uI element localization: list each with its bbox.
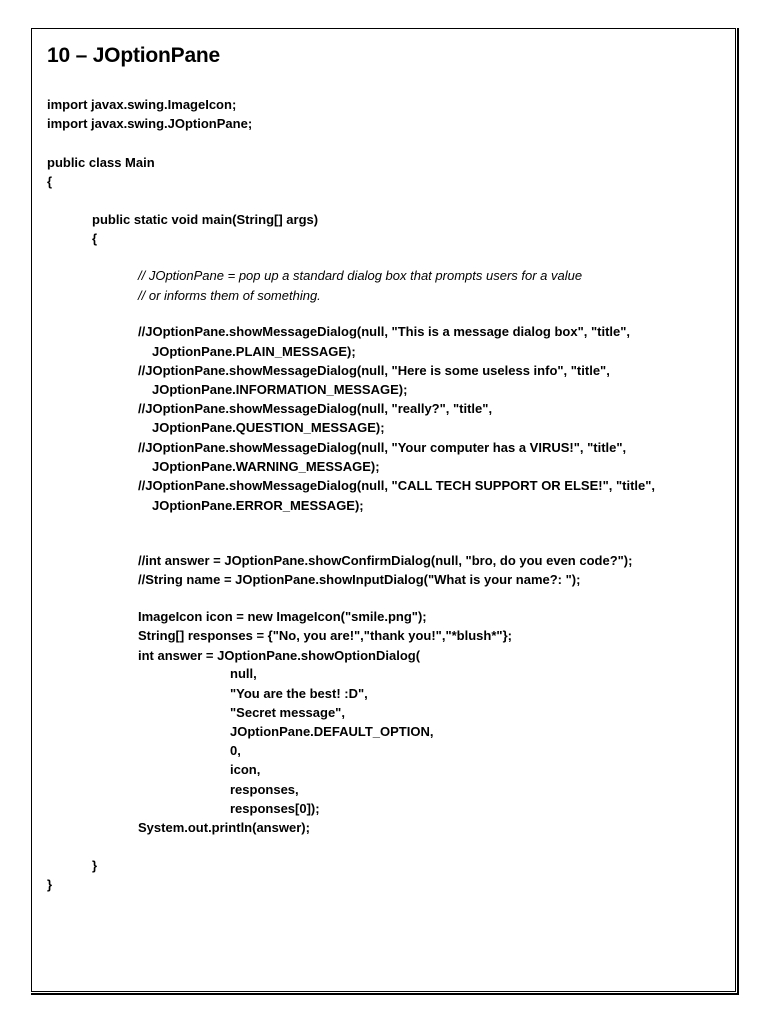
code-line: "Secret message", xyxy=(230,705,345,720)
code-line: System.out.println(answer); xyxy=(138,820,310,835)
code-line: JOptionPane.WARNING_MESSAGE); xyxy=(152,459,380,474)
code-line: //JOptionPane.showMessageDialog(null, "Here is some useless info", "title", xyxy=(138,363,610,378)
comment-line: // or informs them of something. xyxy=(138,288,321,303)
code-line: //JOptionPane.showMessageDialog(null, "Your computer has a VIRUS!", "title", xyxy=(138,440,627,455)
code-line: JOptionPane.PLAIN_MESSAGE); xyxy=(152,344,356,359)
code-line: import javax.swing.JOptionPane; xyxy=(47,116,253,131)
code-line: { xyxy=(47,174,53,189)
code-line: String[] responses = {"No, you are!","thank you!","*blush*"}; xyxy=(138,628,512,643)
code-line: public class Main xyxy=(47,155,155,170)
code-line: { xyxy=(92,231,98,246)
page-title: 10 – JOptionPane xyxy=(47,44,221,67)
code-line: //String name = JOptionPane.showInputDialog("What is your name?: "); xyxy=(138,572,581,587)
code-line: } xyxy=(47,877,53,892)
code-line: icon, xyxy=(230,762,261,777)
code-line: } xyxy=(92,858,98,873)
code-line: //JOptionPane.showMessageDialog(null, "CALL TECH SUPPORT OR ELSE!", "title", xyxy=(138,478,656,493)
code-line: JOptionPane.QUESTION_MESSAGE); xyxy=(152,420,385,435)
code-line: "You are the best! :D", xyxy=(230,686,368,701)
code-line: int answer = JOptionPane.showOptionDialog( xyxy=(138,648,421,663)
code-line: //JOptionPane.showMessageDialog(null, "really?", "title", xyxy=(138,401,493,416)
code-line: ImageIcon icon = new ImageIcon("smile.png"); xyxy=(138,609,427,624)
code-line: 0, xyxy=(230,743,241,758)
code-line: responses, xyxy=(230,782,299,797)
code-line: JOptionPane.INFORMATION_MESSAGE); xyxy=(152,382,408,397)
code-line: //JOptionPane.showMessageDialog(null, "This is a message dialog box", "title", xyxy=(138,324,631,339)
code-line: //int answer = JOptionPane.showConfirmDialog(null, "bro, do you even code?"); xyxy=(138,553,633,568)
code-line: JOptionPane.ERROR_MESSAGE); xyxy=(152,498,364,513)
code-line: responses[0]); xyxy=(230,801,320,816)
code-line: import javax.swing.ImageIcon; xyxy=(47,97,237,112)
page-frame xyxy=(31,28,736,992)
code-line: null, xyxy=(230,666,257,681)
code-line: public static void main(String[] args) xyxy=(92,212,319,227)
code-line: JOptionPane.DEFAULT_OPTION, xyxy=(230,724,434,739)
comment-line: // JOptionPane = pop up a standard dialog box that prompts users for a value xyxy=(138,268,583,283)
